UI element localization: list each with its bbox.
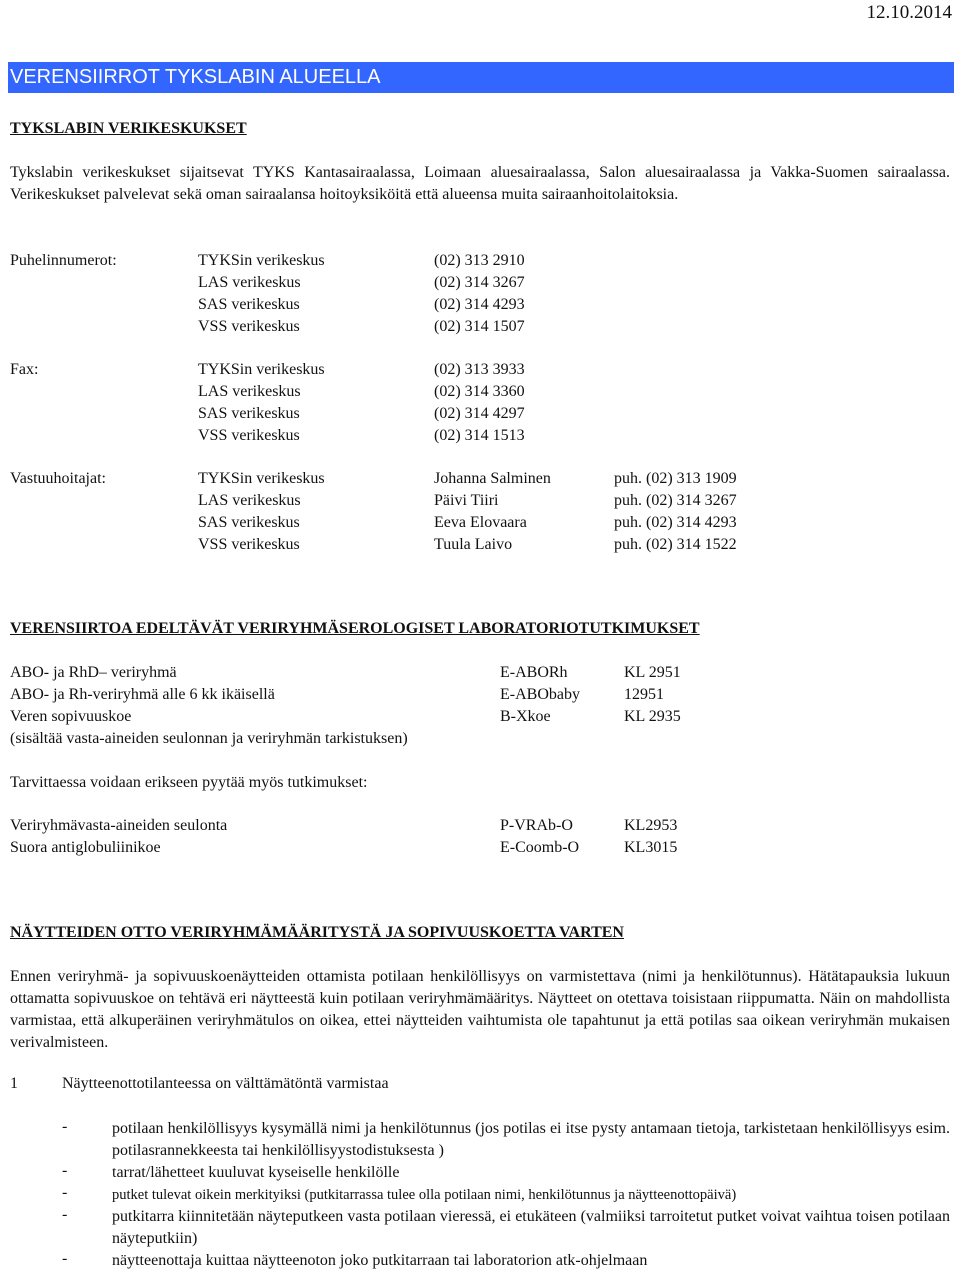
test-name: Veren sopivuuskoe (10, 708, 132, 725)
fax-number: (02) 314 1513 (434, 427, 525, 444)
responsible-person: Päivi Tiiri (434, 492, 499, 509)
test-code: E-Coomb-O (500, 839, 580, 856)
responsible-phone: puh. (02) 313 1909 (614, 470, 737, 487)
bullet-dash: - (62, 1250, 68, 1267)
responsible-unit: LAS verikeskus (198, 492, 301, 509)
fax-label: Fax: (10, 361, 39, 378)
phone-name: LAS verikeskus (198, 274, 301, 291)
phone-label: Puhelinnumerot: (10, 252, 117, 269)
numbered-item-title: Näytteenottotilanteessa on välttämätöntä varmistaa (62, 1075, 389, 1092)
bullet-text: putket tulevat oikein merkityiksi (putkitarrassa tulee olla potilaan nimi, henkilötunnus ja näytteenottopäivä) (112, 1187, 737, 1203)
bullet-dash: - (62, 1184, 68, 1201)
sampling-paragraph: Ennen veriryhmä- ja sopivuuskoenäytteiden ottamista potilaan henkilöllisyys on varmistettava (nimi ja henkilötunnus). Hätätapauksia lukuun ottamatta sopivuuskoe on tehtävä eri näytteestä kuin potilaan veriryhmämääritys. Näytteet on otettava toisistaan riippumatta. Näin on mahdollista varmistaa, että alkuperäinen veriryhmätulos on oikea, ettei näytteiden vaihtumista ole tapahtunut ja että potilas saa oikean veriryhmän mukaisen verivalmisteen. (10, 968, 950, 1051)
test-name: ABO- ja Rh-veriryhmä alle 6 kk ikäisellä (10, 686, 275, 703)
responsible-unit: VSS verikeskus (198, 536, 300, 553)
test-code: E-ABORh (500, 664, 568, 681)
responsible-person: Tuula Laivo (434, 536, 513, 553)
test-code: P-VRAb-O (500, 817, 573, 834)
responsible-phone: puh. (02) 314 3267 (614, 492, 737, 509)
test-name: ABO- ja RhD– veriryhmä (10, 664, 177, 681)
fax-number: (02) 314 4297 (434, 405, 525, 422)
test-kl: KL3015 (624, 839, 678, 856)
responsible-person: Johanna Salminen (434, 470, 551, 487)
test-kl: KL 2951 (624, 664, 681, 681)
fax-number: (02) 313 3933 (434, 361, 525, 378)
fax-number: (02) 314 3360 (434, 383, 525, 400)
section-title-laboratoriotutkimukset: VERENSIIRTOA EDELTÄVÄT VERIRYHMÄSEROLOGISET LABORATORIOTUTKIMUKSET (10, 620, 700, 637)
intro-paragraph: Tykslabin verikeskukset sijaitsevat TYKS Kantasairaalassa, Loimaan aluesairaalassa, Salon aluesairaalassa ja Vakka-Suomen sairaalassa. Verikeskukset palvelevat sekä oman sairaalansa hoitoyksiköitä että alueensa muita sairaanhoitolaitoksia. (10, 164, 950, 203)
test-code: E-ABObaby (500, 686, 580, 703)
fax-name: TYKSin verikeskus (198, 361, 325, 378)
numbered-item-number: 1 (10, 1075, 18, 1092)
test-name: Veriryhmävasta-aineiden seulonta (10, 817, 228, 834)
page-title-banner: VERENSIIRROT TYKSLABIN ALUEELLA (8, 62, 954, 93)
bullet-text: putkitarra kiinnitetään näyteputkeen vasta potilaan vieressä, ei etukäteen (valmiiksi tarroitetut putket voivat vaihtua toisen potilaan näyteputkiin) (112, 1208, 950, 1247)
fax-name: VSS verikeskus (198, 427, 300, 444)
phone-number: (02) 314 4293 (434, 296, 525, 313)
bullet-text: tarrat/lähetteet kuuluvat kyseiselle henkilölle (112, 1164, 400, 1181)
bullet-dash: - (62, 1206, 68, 1223)
document-date: 12.10.2014 (866, 2, 952, 23)
phone-name: SAS verikeskus (198, 296, 300, 313)
phone-number: (02) 314 1507 (434, 318, 525, 335)
test-note-text: (sisältää vasta-aineiden seulonnan ja veriryhmän tarkistuksen) (10, 730, 408, 747)
fax-name: LAS verikeskus (198, 383, 301, 400)
responsible-label: Vastuuhoitajat: (10, 470, 106, 487)
extra-tests-intro-text: Tarvittaessa voidaan erikseen pyytää myös tutkimukset: (10, 774, 368, 791)
bullet-dash: - (62, 1162, 68, 1179)
phone-number: (02) 314 3267 (434, 274, 525, 291)
phone-name: VSS verikeskus (198, 318, 300, 335)
phone-name: TYKSin verikeskus (198, 252, 325, 269)
responsible-unit: SAS verikeskus (198, 514, 300, 531)
test-kl: 12951 (624, 686, 664, 703)
phone-number: (02) 313 2910 (434, 252, 525, 269)
bullet-text: potilaan henkilöllisyys kysymällä nimi ja henkilötunnus (jos potilas ei itse pysty antamaan tietoja, tarkistetaan henkilöllisyys esim. potilasrannekkeesta tai henkilöllisyystodistuksesta ) (112, 1120, 950, 1159)
responsible-phone: puh. (02) 314 4293 (614, 514, 737, 531)
test-kl: KL 2935 (624, 708, 681, 725)
test-kl: KL2953 (624, 817, 678, 834)
fax-name: SAS verikeskus (198, 405, 300, 422)
responsible-phone: puh. (02) 314 1522 (614, 536, 737, 553)
test-name: Suora antiglobuliinikoe (10, 839, 161, 856)
section-title-verikeskukset: TYKSLABIN VERIKESKUKSET (10, 120, 247, 137)
responsible-unit: TYKSin verikeskus (198, 470, 325, 487)
test-code: B-Xkoe (500, 708, 551, 725)
responsible-person: Eeva Elovaara (434, 514, 527, 531)
bullet-dash: - (62, 1118, 68, 1135)
bullet-text: näytteenottaja kuittaa näytteenoton joko putkitarraan tai laboratorion atk-ohjelmaan (112, 1252, 648, 1269)
section-title-naytteiden-otto: NÄYTTEIDEN OTTO VERIRYHMÄMÄÄRITYSTÄ JA SOPIVUUSKOETTA VARTEN (10, 924, 624, 941)
